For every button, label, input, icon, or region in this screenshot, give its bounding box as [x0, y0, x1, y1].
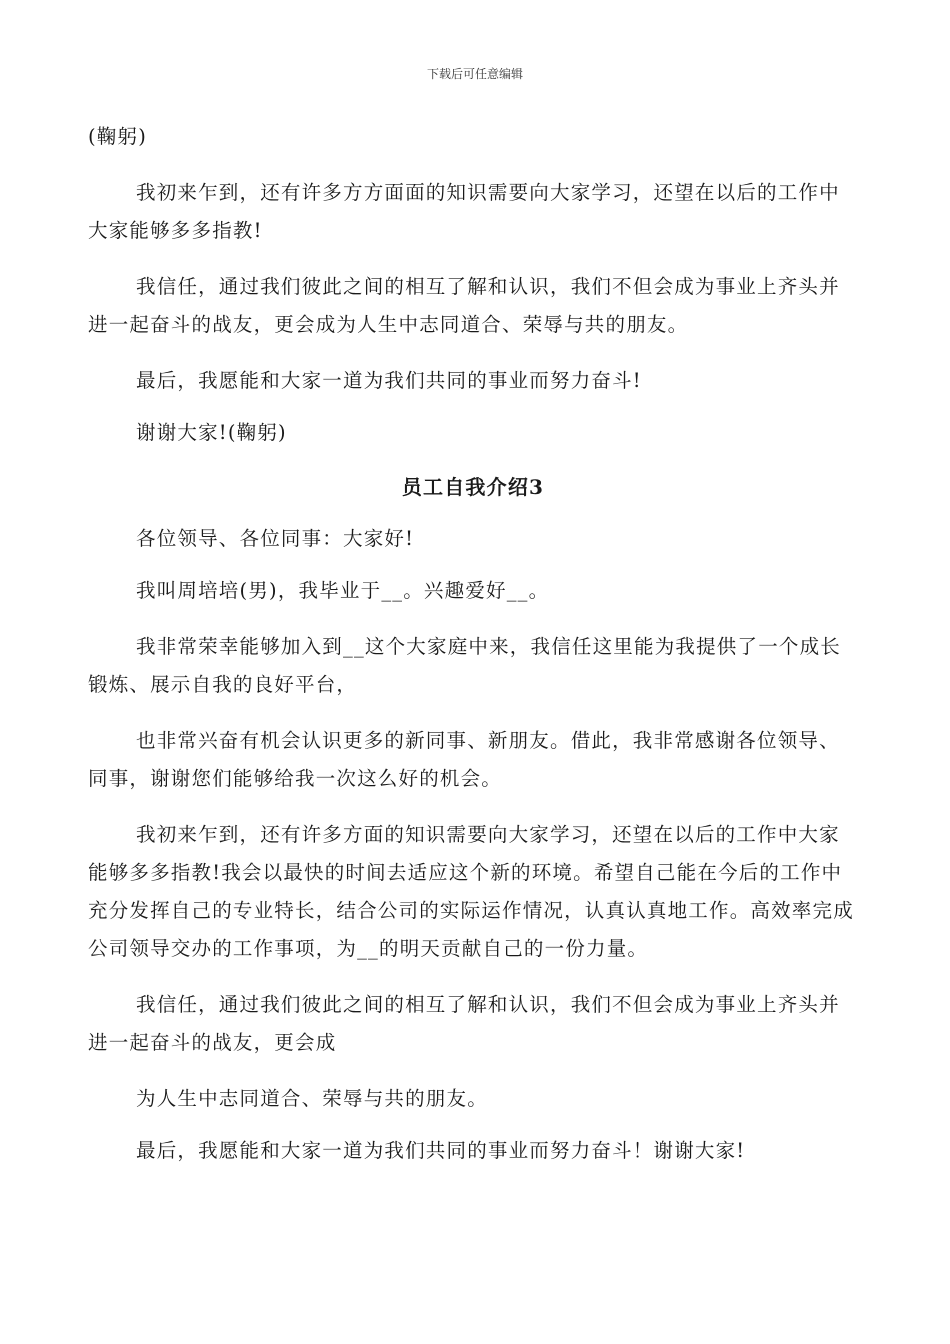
paragraph: 我初来乍到，还有许多方方面面的知识需要向大家学习，还望在以后的工作中大家能够多多指教! — [88, 181, 840, 242]
paragraph: 也非常兴奋有机会认识更多的新同事、新朋友。借此，我非常感谢各位领导、同事，谢谢您们能够给我一次这么好的机会。 — [88, 729, 840, 790]
paragraph: 我叫周培培(男)，我毕业于__。兴趣爱好__。 — [136, 579, 550, 602]
paragraph: 最后，我愿能和大家一道为我们共同的事业而努力奋斗! — [136, 369, 642, 392]
section-title: 员工自我介绍3 — [401, 475, 545, 499]
paragraph: 为人生中志同道合、荣辱与共的朋友。 — [136, 1087, 488, 1110]
paragraph: 各位领导、各位同事：大家好! — [136, 527, 415, 550]
document-body — [88, 118, 858, 1170]
paragraph: 我初来乍到，还有许多方面的知识需要向大家学习，还望在以后的工作中大家能够多多指教!我会以最快的时间去适应这个新的环境。希望自己能在今后的工作中充分发挥自己的专业特长，结合公司的实际运作情况，认真认真地工作。高效率完成公司领导交办的工作事项，为__的明天贡献自己的一份力量。 — [88, 823, 854, 960]
paragraph-bow: (鞠躬) — [88, 125, 148, 148]
page-header: 下载后可任意编辑 — [426, 67, 523, 81]
paragraph: 谢谢大家!(鞠躬) — [136, 421, 287, 444]
paragraph: 我信任，通过我们彼此之间的相互了解和认识，我们不但会成为事业上齐头并进一起奋斗的战友，更会成为人生中志同道合、荣辱与共的朋友。 — [88, 275, 840, 336]
paragraph: 最后，我愿能和大家一道为我们共同的事业而努力奋斗！谢谢大家! — [136, 1139, 746, 1162]
paragraph: 我信任，通过我们彼此之间的相互了解和认识，我们不但会成为事业上齐头并进一起奋斗的战友，更会成 — [88, 993, 840, 1054]
paragraph: 我非常荣幸能够加入到__这个大家庭中来，我信任这里能为我提供了一个成长锻炼、展示自我的良好平台， — [88, 635, 842, 696]
